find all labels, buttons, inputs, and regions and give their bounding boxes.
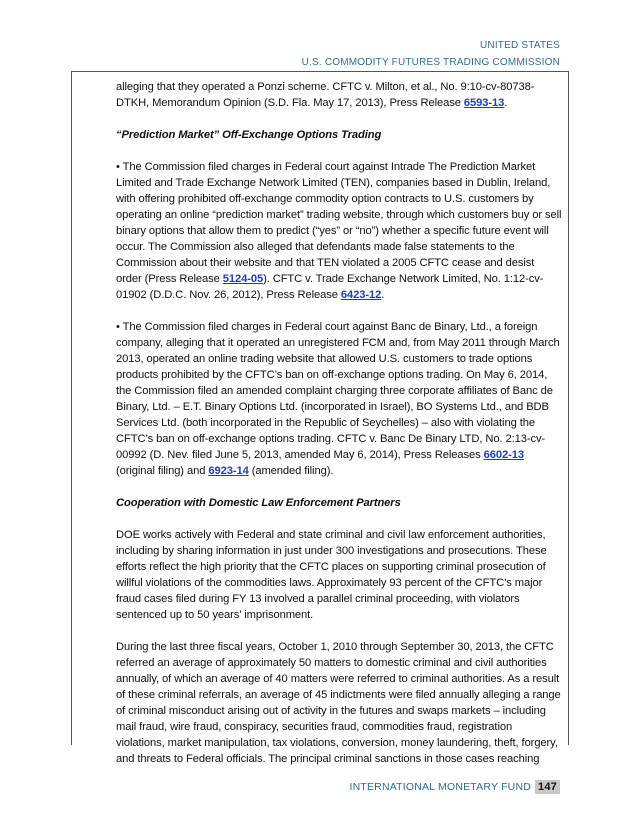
paragraph-doe-cooperation: DOE works actively with Federal and state criminal and civil law enforcement authorities, including by sharing information in just under 300 investigations and prosecutions. These efforts reflect the high priority that the CFTC places on supporting criminal prosecution of willful violations of the commodities laws. Approximately 93 percent of the CFTC’s major fraud cases filed during FY 13 involved a parallel criminal proceeding, with violators sentenced up to 50 years’ imprisonment. bbox=[116, 529, 547, 621]
paragraph-text: alleging that they operated a Ponzi scheme. CFTC v. Milton, et al., No. 9:10-cv-80738-DTKH, Memorandum Opinion (S.D. Fla. May 17, 2013), Press Release bbox=[116, 81, 535, 109]
document-body bbox=[116, 79, 562, 767]
section-heading-cooperation: Cooperation with Domestic Law Enforcement Partners bbox=[116, 497, 401, 509]
page-footer bbox=[349, 780, 560, 794]
paragraph-milton bbox=[116, 79, 562, 111]
section-heading-prediction-market: “Prediction Market” Off-Exchange Options Trading bbox=[116, 129, 382, 141]
footer-org: INTERNATIONAL MONETARY FUND bbox=[349, 781, 532, 793]
paragraph-text: . bbox=[381, 289, 385, 301]
press-release-link-6423-12[interactable]: 6423-12 bbox=[340, 289, 382, 301]
header-country: UNITED STATES bbox=[479, 40, 560, 51]
header-agency: U.S. COMMODITY FUTURES TRADING COMMISSION bbox=[301, 57, 560, 68]
paragraph-text: (amended filing). bbox=[248, 465, 334, 477]
paragraph-banc-de-binary bbox=[116, 319, 562, 479]
paragraph-referrals: During the last three fiscal years, October 1, 2010 through September 30, 2013, the CFTC referred an average of approximately 50 matters to domestic criminal and civil authorities annually, of which an average of 40 matters were referred to criminal authorities. As a result of these criminal referrals, an average of 45 indictments were filed annually alleging a range of criminal misconduct arising out of activity in the futures and swaps markets – including mail fraud, wire fraud, conspiracy, securities fraud, commodities fraud, registration violations, market manipulation, tax violations, conversion, money laundering, theft, forgery, and threats to Federal officials. The principal criminal sanctions in those cases reaching bbox=[116, 641, 561, 765]
paragraph-text: • The Commission filed charges in Federal court against Banc de Binary, Ltd., a foreign company, alleging that it operated an unregistered FCM and, from May 2011 through March 2013, operated an online trading website that allowed U.S. customers to trade options products prohibited by the CFTC’s ban on off-exchange options trading. On May 6, 2014, the Commission filed an amended complaint charging three corporate affiliates of Banc de Binary, Ltd. – E.T. Binary Options Ltd. (incorporated in Israel), BO Systems Ltd., and BDB Services Ltd. (both incorporated in the Republic of Seychelles) – also with violating the CFTC’s ban on off-exchange options trading. CFTC v. Banc De Binary LTD, No. 2:13-cv-00992 (D. Nev. filed June 5, 2013, amended May 6, 2014), Press Releases bbox=[116, 321, 560, 461]
page-number: 147 bbox=[535, 780, 560, 794]
paragraph-intrade bbox=[116, 159, 562, 303]
paragraph-text: . bbox=[504, 97, 508, 109]
paragraph-text: ). CFTC v. Trade Exchange Network Limited, No. 1:12-cv-01902 (D.D.C. Nov. 26, 2012), Press Release bbox=[116, 273, 544, 301]
press-release-link-5124-05[interactable]: 5124-05 bbox=[222, 273, 264, 285]
press-release-link-6602-13[interactable]: 6602-13 bbox=[483, 449, 524, 461]
press-release-link-6593-13[interactable]: 6593-13 bbox=[463, 97, 505, 109]
paragraph-text: (original filing) and bbox=[116, 465, 209, 477]
paragraph-text: • The Commission filed charges in Federal court against Intrade The Prediction Market Limited and Trade Exchange Network Limited (TEN), companies based in Dublin, Ireland, with offering prohibited off-exchange commodity option contracts to U.S. customers by operating an online “prediction market” trading website, through which customers buy or sell binary options that allow them to predict (“yes” or “no”) whether a specific future event will occur. The Commission also alleged that defendants made false statements to the Commission about their website and that TEN violated a 2005 CFTC cease and desist order (Press Release bbox=[116, 161, 562, 285]
press-release-link-6923-14[interactable]: 6923-14 bbox=[208, 465, 249, 477]
